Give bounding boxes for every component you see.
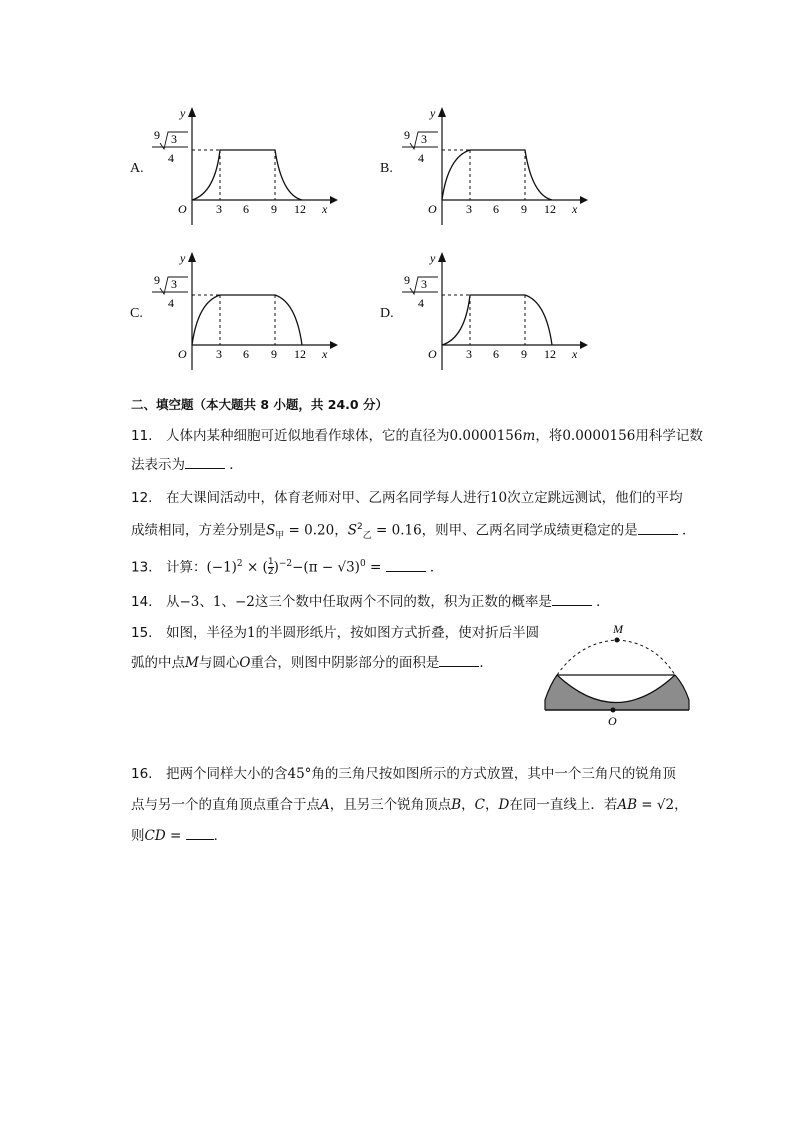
origin-label: O xyxy=(178,202,187,216)
tick-9: 9 xyxy=(521,202,527,216)
origin-label: O xyxy=(178,347,187,361)
frac-bottom: 4 xyxy=(418,151,424,165)
tick-9: 9 xyxy=(521,347,527,361)
question-13: 13. 计算：$(-1)^2$ × ( $\frac{1}{2}$ )$^{-2}-(\pi - √3)^0$ = ． xyxy=(131,557,444,577)
point-m xyxy=(615,638,620,643)
tick-9: 9 xyxy=(271,202,277,216)
question-14: 14. 从−3、1、−2这三个数中任取两个不同的数，积为正数的概率是 ． xyxy=(131,591,610,613)
label-m: M xyxy=(613,622,623,636)
x-axis-label: x xyxy=(322,202,328,216)
frac-top: 9 xyxy=(404,128,410,142)
origin-label: O xyxy=(428,347,437,361)
tick-6: 6 xyxy=(243,202,249,216)
option-a-plot xyxy=(150,105,360,230)
option-a-letter: A. xyxy=(130,161,144,176)
question-16-line-3: 则CD = ． xyxy=(131,825,227,847)
tick-3: 3 xyxy=(466,347,472,361)
tick-6: 6 xyxy=(493,202,499,216)
frac-top: 9 xyxy=(154,128,160,142)
tick-9: 9 xyxy=(271,347,277,361)
label-o: O xyxy=(608,714,617,728)
tick-12: 12 xyxy=(294,347,306,361)
answer-blank-13[interactable] xyxy=(386,557,426,572)
option-c-plot xyxy=(150,250,360,375)
tick-3: 3 xyxy=(216,202,222,216)
option-c-letter: C. xyxy=(130,306,143,321)
question-11-line-2: 法表示为 ． xyxy=(131,454,243,476)
frac-bottom: 4 xyxy=(418,296,424,310)
tick-6: 6 xyxy=(493,347,499,361)
option-b-plot xyxy=(400,105,610,230)
frac-root: 3 xyxy=(421,132,427,146)
question-12-line-1: 12. 在大课间活动中，体育老师对甲、乙两名同学每人进行10次立定跳远测试，他们的平均 xyxy=(131,490,683,506)
tick-3: 3 xyxy=(216,347,222,361)
question-11-line-1: 11. 人体内某种细胞可近似地看作球体，它的直径为0.0000156m，将0.0000156用科学记数 xyxy=(131,428,703,444)
question-15-figure xyxy=(540,620,700,734)
origin-label: O xyxy=(428,202,437,216)
tick-3: 3 xyxy=(466,202,472,216)
tick-12: 12 xyxy=(544,202,556,216)
tick-12: 12 xyxy=(294,202,306,216)
frac-root: 3 xyxy=(421,277,427,291)
answer-blank-11[interactable] xyxy=(185,454,225,469)
frac-root: 3 xyxy=(171,277,177,291)
question-16-line-1: 16. 把两个同样大小的含45°角的三角尺按如图所示的方式放置，其中一个三角尺的锐角顶 xyxy=(131,766,676,782)
option-d-letter: D. xyxy=(380,306,394,321)
y-axis-label: y xyxy=(430,106,436,120)
point-o xyxy=(611,708,616,713)
question-15-line-2: 弧的中点M与圆心O重合，则图中阴影部分的面积是 ． xyxy=(131,652,493,674)
y-axis-label: y xyxy=(180,251,186,265)
frac-bottom: 4 xyxy=(168,151,174,165)
option-d-plot xyxy=(400,250,610,375)
x-axis-label: x xyxy=(572,347,578,361)
answer-blank-14[interactable] xyxy=(552,591,592,606)
frac-top: 9 xyxy=(404,273,410,287)
tick-6: 6 xyxy=(243,347,249,361)
x-axis-label: x xyxy=(322,347,328,361)
question-12-line-2: 成绩相同，方差分别是$S_甲 = 0.20$，$S^2_乙 = 0.16$，则甲、乙两名同学成绩更稳定的是 ． xyxy=(131,516,695,547)
fraction-one-half: $\frac{1}{2}$ xyxy=(267,557,274,577)
frac-bottom: 4 xyxy=(168,296,174,310)
question-16-line-2: 点与另一个的直角顶点重合于点A，且另三个锐角顶点B，C，D在同一直线上．若AB = √2， xyxy=(131,797,688,813)
tick-12: 12 xyxy=(544,347,556,361)
folded-semicircle-diagram xyxy=(540,620,700,730)
frac-top: 9 xyxy=(154,273,160,287)
answer-blank-16[interactable] xyxy=(186,825,214,840)
section-heading: 二、填空题（本大题共 8 小题，共 24.0 分） xyxy=(131,397,388,412)
answer-blank-15[interactable] xyxy=(439,652,479,667)
y-axis-label: y xyxy=(180,106,186,120)
question-15-line-1: 15. 如图，半径为1的半圆形纸片，按如图方式折叠，使对折后半圆 xyxy=(131,625,540,641)
x-axis-label: x xyxy=(572,202,578,216)
answer-blank-12[interactable] xyxy=(638,520,678,535)
y-axis-label: y xyxy=(430,251,436,265)
option-b-letter: B. xyxy=(380,161,393,176)
frac-root: 3 xyxy=(171,132,177,146)
